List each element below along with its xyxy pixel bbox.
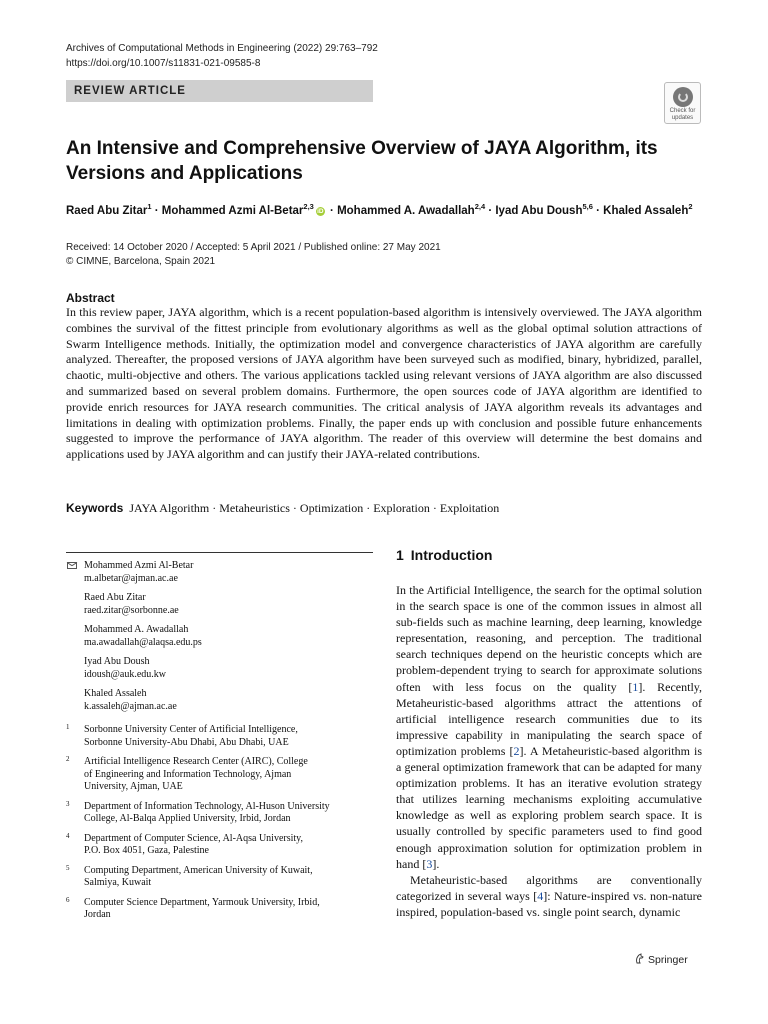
publisher-name: Springer bbox=[648, 954, 688, 966]
abstract-heading: Abstract bbox=[66, 291, 115, 305]
affiliation-line: of Engineering and Information Technology, Ajman bbox=[84, 768, 292, 780]
copyright-line: © CIMNE, Barcelona, Spain 2021 bbox=[66, 256, 216, 267]
section-title: Introduction bbox=[410, 547, 493, 563]
journal-reference: Archives of Computational Methods in Engineering (2022) 29:763–792 bbox=[66, 43, 378, 54]
author-separator: · bbox=[592, 204, 604, 217]
intro-text: ]. Recently, Metaheuristic-based algorithms attract the attentions of artificial intelligence research communities due to its impressive capability in manipulating the search space of optimization problems [ bbox=[396, 679, 702, 758]
affiliation-line: Salmiya, Kuwait bbox=[84, 877, 152, 888]
citation-link[interactable]: 4 bbox=[537, 888, 544, 903]
publication-dates bbox=[66, 241, 441, 269]
contact-entry bbox=[66, 624, 373, 649]
contact-email[interactable]: raed.zitar@sorbonne.ae bbox=[84, 604, 179, 616]
contact-email[interactable]: ma.awadallah@alaqsa.edu.ps bbox=[84, 636, 202, 648]
affiliation-line: Computing Department, American University of Kuwait, bbox=[84, 864, 313, 876]
affiliation-number: 4 bbox=[66, 831, 70, 840]
keywords-text: JAYA Algorithm · Metaheuristics · Optimization · Exploration · Exploitation bbox=[129, 501, 500, 515]
author-name[interactable]: Mohammed Azmi Al-Betar bbox=[161, 204, 304, 217]
contact-entry bbox=[66, 688, 373, 713]
affiliation-entry bbox=[66, 833, 373, 858]
contact-name: Raed Abu Zitar bbox=[84, 592, 146, 603]
affiliation-number: 3 bbox=[66, 799, 70, 808]
contact-name: Mohammed Azmi Al-Betar bbox=[84, 560, 194, 571]
intro-text: ]. A Metaheuristic-based algorithm is a general optimization framework that can be adapted for many optimization problems. It has an iterative evolution strategy that utilizes learning mechanisms exploiting accumulative knowledge as well as exploring problem search space. It is usually controlled by specific parameters used to find good enough approximation solution for optimization problem in hand [ bbox=[396, 743, 703, 871]
journal-citation bbox=[66, 41, 378, 71]
paper-title: An Intensive and Comprehensive Overview of JAYA Algorithm, its Versions and Applications bbox=[66, 138, 658, 184]
envelope-icon bbox=[67, 562, 77, 569]
author-list bbox=[66, 202, 693, 217]
author-affiliation-marker: 5,6 bbox=[582, 202, 593, 211]
contact-entry bbox=[66, 592, 373, 617]
affiliation-line: Computer Science Department, Yarmouk University, Irbid, bbox=[84, 896, 320, 908]
affiliation-line: Sorbonne University-Abu Dhabi, Abu Dhabi, UAE bbox=[84, 736, 289, 748]
author-separator: · bbox=[485, 204, 496, 217]
author-affiliation-marker: 1 bbox=[147, 202, 152, 211]
keywords-line bbox=[66, 501, 499, 516]
history-dates: Received: 14 October 2020 / Accepted: 5 April 2021 / Published online: 27 May 2021 bbox=[66, 242, 441, 253]
keywords-label: Keywords bbox=[66, 501, 124, 515]
footnote-column bbox=[66, 552, 373, 929]
author-affiliation-marker: 2 bbox=[688, 202, 693, 211]
affiliation-line: Department of Computer Science, Al-Aqsa University, bbox=[84, 832, 304, 844]
author-separator: · bbox=[151, 204, 162, 217]
author-affiliation-marker: 2,4 bbox=[474, 202, 486, 211]
affiliation-number: 5 bbox=[66, 863, 70, 872]
orcid-icon[interactable]: iD bbox=[317, 207, 324, 215]
contact-name: Mohammed A. Awadallah bbox=[84, 624, 189, 635]
contact-email[interactable]: m.albetar@ajman.ac.ae bbox=[84, 572, 178, 584]
affiliation-list bbox=[66, 724, 373, 922]
citation-link[interactable]: 1 bbox=[632, 679, 639, 694]
author-affiliation-marker: 2,3 bbox=[303, 202, 314, 211]
contact-name: Iyad Abu Doush bbox=[84, 656, 150, 667]
publisher-mark bbox=[635, 953, 688, 966]
affiliation-line: Jordan bbox=[84, 909, 111, 920]
affiliation-line: P.O. Box 4051, Gaza, Palestine bbox=[84, 845, 209, 856]
intro-text: Metaheuristic-based algorithms are conventionally categorized in several ways [ bbox=[396, 872, 702, 903]
affiliation-number: 2 bbox=[66, 755, 70, 763]
affiliation-line: Department of Information Technology, Al-Huson University bbox=[84, 800, 330, 812]
article-type-banner: REVIEW ARTICLE bbox=[66, 80, 373, 102]
contact-list bbox=[66, 560, 373, 713]
affiliation-entry bbox=[66, 865, 373, 890]
author-separator: · bbox=[326, 204, 338, 217]
intro-paragraph-2 bbox=[396, 872, 702, 920]
author-name[interactable]: Raed Abu Zitar bbox=[66, 204, 148, 217]
doi-link[interactable]: https://doi.org/10.1007/s11831-021-09585-8 bbox=[66, 58, 261, 69]
section-heading bbox=[396, 547, 702, 563]
affiliation-entry bbox=[66, 897, 373, 922]
affiliation-number: 6 bbox=[66, 895, 70, 904]
affiliation-entry bbox=[66, 801, 373, 826]
check-updates-label-2: updates bbox=[671, 114, 694, 121]
intro-paragraph-1 bbox=[396, 582, 702, 872]
abstract-body: In this review paper, JAYA algorithm, which is a recent population-based algorithm is intensively overviewed. The JAYA algorithm combines the survival of the fittest principle from evolutionary algorithms as well as the global optimal solution attractions of Swarm Intelligence methods. Initially, the optimization model and convergence characteristics of JAYA algorithm are carefully analyzed. Thereafter, the proposed versions of JAYA algorithm have been surveyed such as modified, binary, hybridized, parallel, chaotic, multi-objective and others. The various applications tackled using relevant versions of JAYA algorithm are also discussed and summarized based on several problem domains. Furthermore, the open sources code of JAYA algorithm are identified to provide enrich resources for JAYA research communities. The critical analysis of JAYA algorithm reveals its advantages and limitations in dealing with optimization problems. Finally, the paper ends up with conclusion and possible future enhancements suggested to improve the performance of JAYA algorithm. The reader of this overview will determine the best domains and applications used by JAYA algorithm and can justify their JAYA-related contributions. bbox=[66, 305, 702, 462]
intro-text: ]: Nature-inspired vs. non-nature inspired, population-based vs. single point search, dynamic bbox=[396, 888, 702, 919]
contact-email[interactable]: idoush@auk.edu.kw bbox=[84, 668, 166, 680]
intro-text: ]. bbox=[432, 856, 440, 871]
intro-text: In the Artificial Intelligence, the search for the optimal solution in the search space is one of the common issues in almost all sub-fields such as machine learning, deep learning, knowledge representation, reasoning, and perception. The traditional search techniques depend on the heuristic concepts which are problem-dependent trying to search for approximate solutions often with less focus on the quality [ bbox=[396, 583, 702, 694]
contact-name: Khaled Assaleh bbox=[84, 688, 147, 699]
affiliation-number: 1 bbox=[66, 723, 70, 731]
citation-link[interactable]: 2 bbox=[513, 743, 520, 758]
author-name[interactable]: Iyad Abu Doush bbox=[495, 204, 583, 217]
springer-horse-icon bbox=[635, 953, 644, 964]
affiliation-entry bbox=[66, 724, 373, 749]
check-updates-label-1: Check for bbox=[669, 108, 696, 114]
check-for-updates-badge[interactable] bbox=[664, 82, 701, 124]
affiliation-entry bbox=[66, 756, 373, 794]
author-name[interactable]: Khaled Assaleh bbox=[603, 204, 689, 217]
affiliation-line: College, Al-Balqa Applied University, Irbid, Jordan bbox=[84, 813, 291, 824]
affiliation-line: University, Ajman, UAE bbox=[84, 781, 183, 792]
introduction-section bbox=[396, 547, 702, 920]
check-updates-icon bbox=[673, 87, 693, 107]
section-number: 1 bbox=[396, 547, 404, 563]
contact-entry bbox=[66, 560, 373, 585]
author-name[interactable]: Mohammed A. Awadallah bbox=[337, 204, 475, 217]
contact-email[interactable]: k.assaleh@ajman.ac.ae bbox=[84, 700, 177, 712]
contact-entry bbox=[66, 656, 373, 681]
affiliation-line: Artificial Intelligence Research Center (AIRC), College bbox=[84, 756, 308, 767]
citation-link[interactable]: 3 bbox=[426, 856, 433, 871]
affiliation-line: Sorbonne University Center of Artificial Intelligence, bbox=[84, 724, 298, 735]
